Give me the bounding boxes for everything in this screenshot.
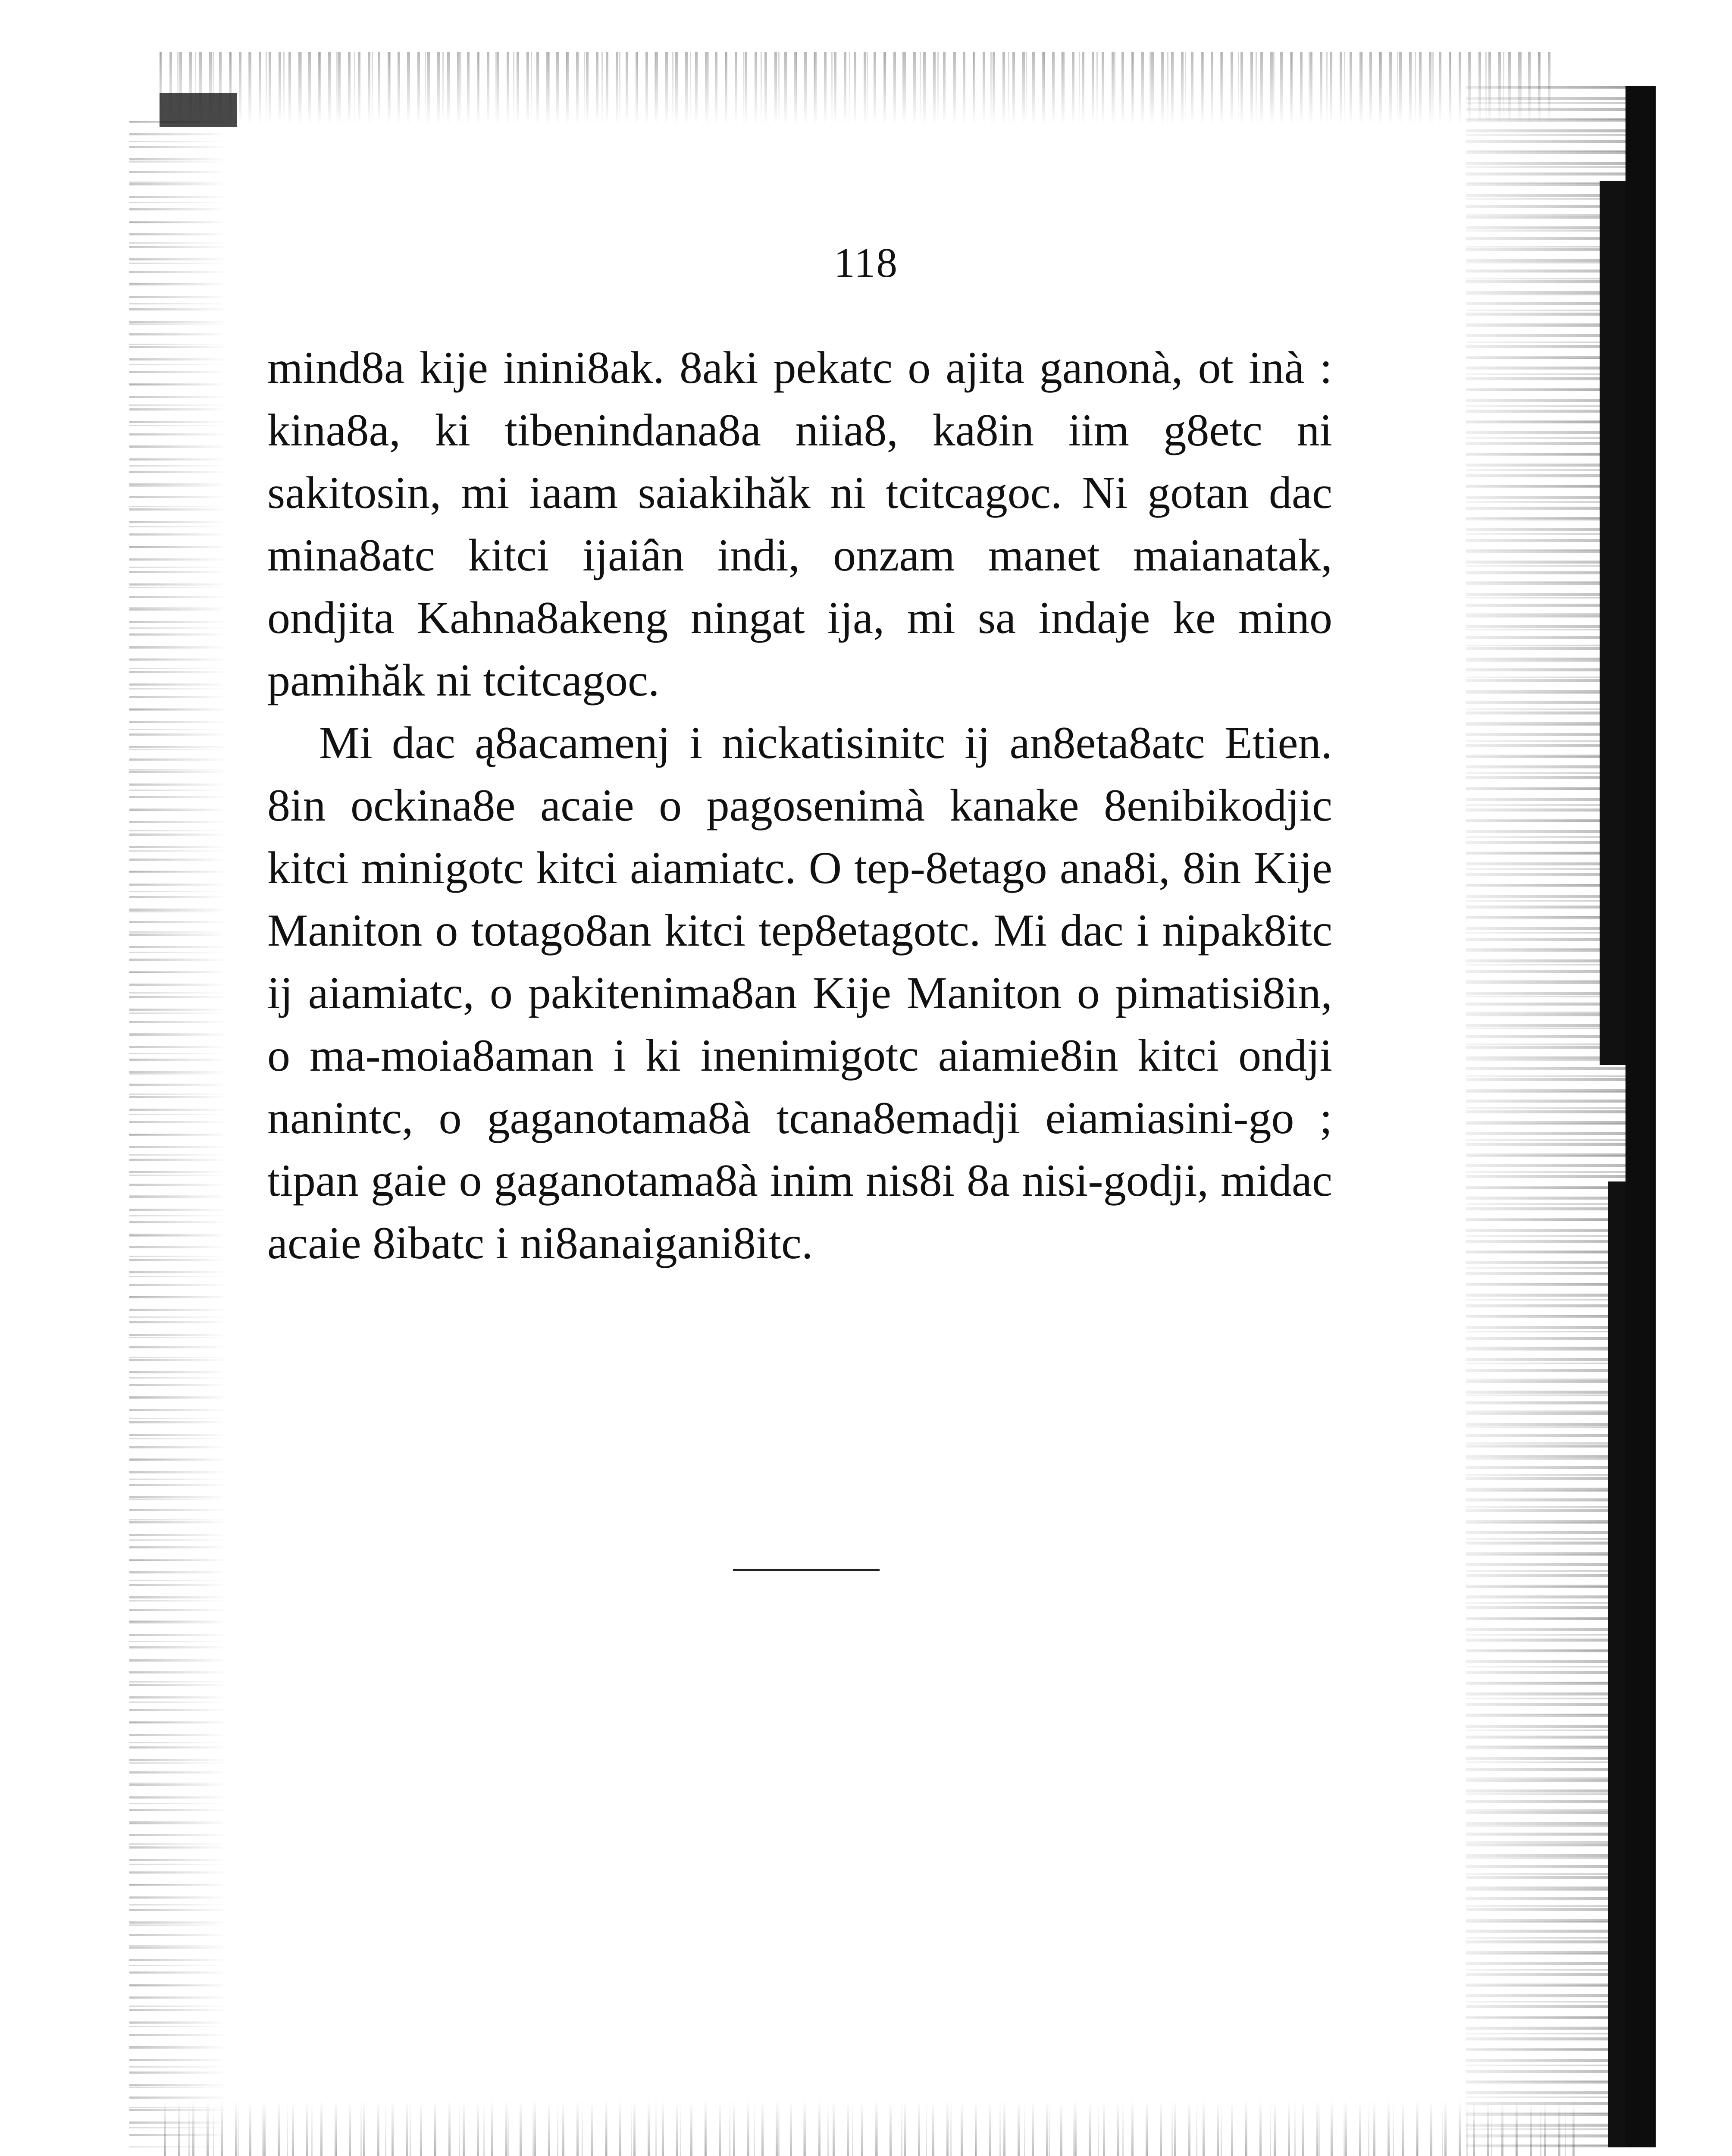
scan-edge-right-bar-lower	[1608, 1181, 1626, 2147]
scan-edge-bottom	[164, 2100, 1587, 2156]
section-end-rule	[733, 1569, 880, 1571]
scan-edge-top-corner	[160, 93, 237, 127]
page-number: 118	[833, 240, 899, 286]
scan-edge-right-bar-upper	[1600, 181, 1626, 1065]
scan-edge-top	[160, 52, 1552, 125]
scan-edge-right	[1466, 86, 1630, 2147]
scan-edge-right-bar	[1626, 86, 1656, 2147]
body-text	[267, 336, 1332, 1274]
scan-edge-left	[129, 121, 229, 2147]
paragraph-2: Mi dac ą8acamenj i nickatisinitc ij an8eta8atc Etien. 8in ockina8e acaie o pagosenimà kanake 8enibikodjic kitci minigotc kitci aiamiatc. O tep-8etago ana8i, 8in Kije Maniton o totago8an kitci tep8etagotc. Mi dac i nipak8itc ij aiamiatc, o pakitenima8an Kije Maniton o pimatisi8in, o ma-moia8aman i ki inenimigotc aiamie8in kitci ondji nanintc, o gaganotama8à tcana8emadji eiamiasini-go ; tipan gaie o gaganotama8à inim nis8i 8a nisi-godji, midac acaie 8ibatc i ni8anaigani8itc.	[267, 718, 1332, 1268]
paragraph-1: mind8a kije inini8ak. 8aki pekatc o ajita ganonà, ot inà : kina8a, ki tibenindana8a niia8, ka8in iim g8etc ni sakitosin, mi iaam saiakihăk ni tcitcagoc. Ni gotan dac mina8atc kitci ijaiân indi, onzam manet maianatak, ondjita Kahna8akeng ningat ija, mi sa indaje ke mino pamihăk ni tcitcagoc.	[267, 342, 1332, 705]
